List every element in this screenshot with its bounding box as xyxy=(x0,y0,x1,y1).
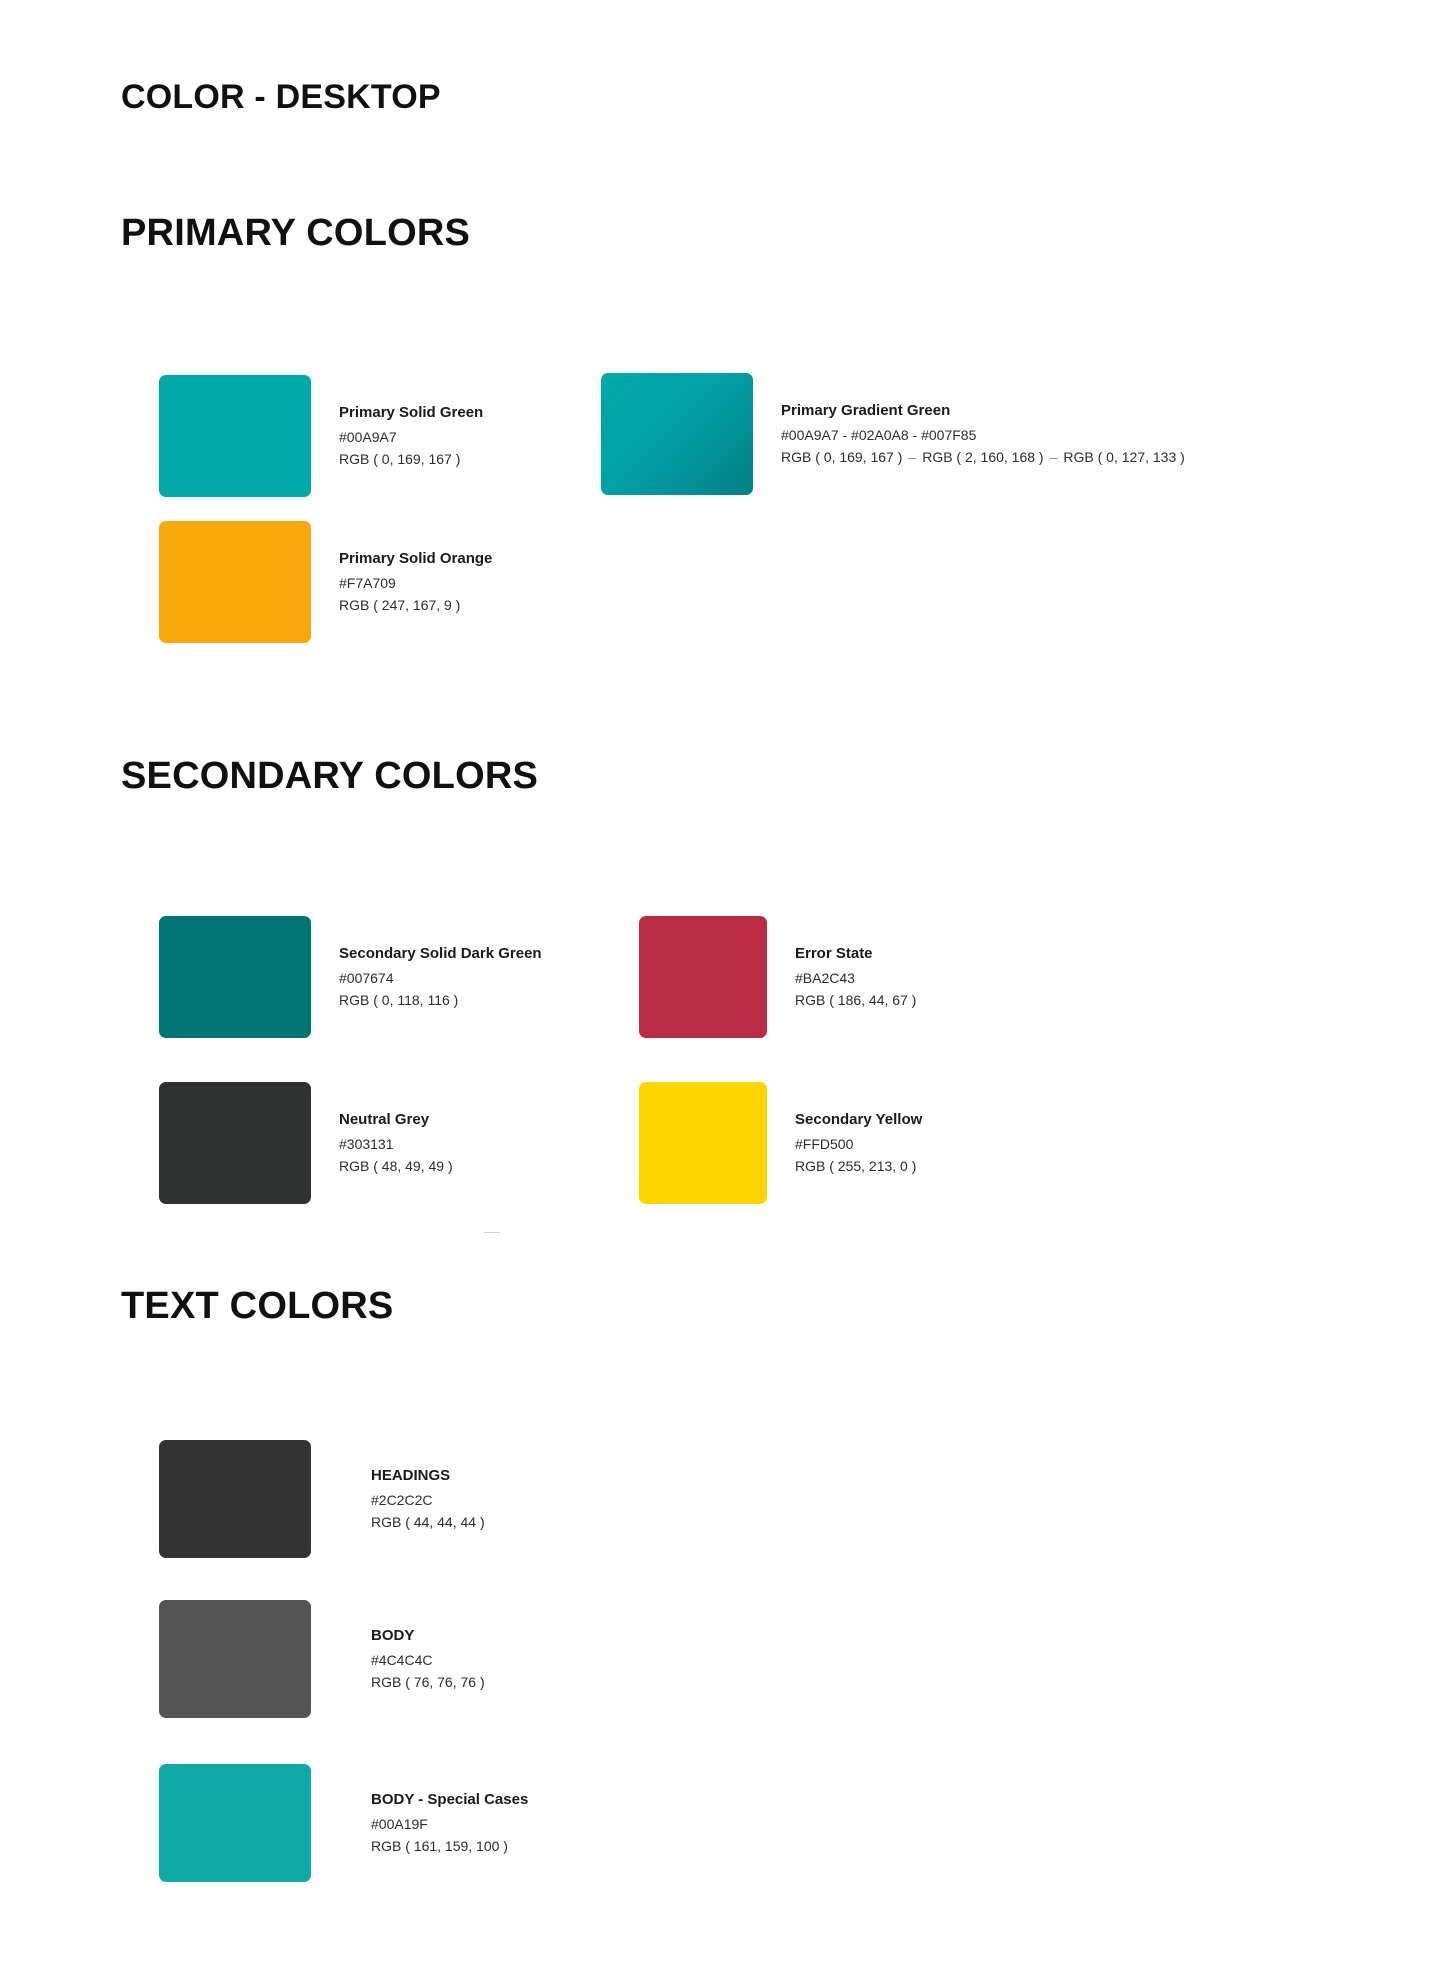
swatch-meta xyxy=(339,402,483,469)
swatch-rgb: RGB ( 255, 213, 0 ) xyxy=(795,1158,917,1175)
swatch-rgb: RGB ( 44, 44, 44 ) xyxy=(371,1514,485,1531)
swatch-name: Primary Solid Orange xyxy=(339,550,493,568)
swatch-primary-solid-green xyxy=(159,375,483,497)
color-chip xyxy=(639,916,767,1038)
swatch-body xyxy=(159,1600,485,1718)
swatch-rgb-2: RGB ( 2, 160, 168 ) xyxy=(922,449,1044,466)
swatch-name: HEADINGS xyxy=(371,1467,451,1485)
swatch-hex: #2C2C2C xyxy=(371,1492,433,1509)
swatch-name: BODY - Special Cases xyxy=(371,1791,529,1809)
swatch-primary-gradient-green xyxy=(601,373,1185,495)
swatch-rgb: RGB ( 48, 49, 49 ) xyxy=(339,1158,453,1175)
swatch-name: Primary Solid Green xyxy=(339,404,484,422)
swatch-meta xyxy=(339,943,542,1010)
swatch-meta xyxy=(339,548,492,615)
swatch-hex: #BA2C43 xyxy=(795,970,855,987)
page-title: COLOR - DESKTOP xyxy=(121,78,441,116)
swatch-name: BODY xyxy=(371,1627,415,1645)
swatch-meta xyxy=(371,1465,485,1532)
rgb-separator-icon: – xyxy=(908,449,917,466)
swatch-rgb: RGB ( 76, 76, 76 ) xyxy=(371,1674,485,1691)
swatch-hex: #4C4C4C xyxy=(371,1652,433,1669)
swatch-meta xyxy=(339,1109,453,1176)
swatch-rgb-3: RGB ( 0, 127, 133 ) xyxy=(1063,449,1185,466)
color-chip xyxy=(159,1764,311,1882)
color-chip xyxy=(159,1082,311,1204)
swatch-meta xyxy=(795,1109,922,1176)
swatch-body-special-cases xyxy=(159,1764,528,1882)
swatch-name: Neutral Grey xyxy=(339,1111,430,1129)
section-secondary-colors xyxy=(121,755,1371,1175)
color-chip xyxy=(159,916,311,1038)
swatch-rgb: RGB ( 0, 118, 116 ) xyxy=(339,992,459,1009)
swatch-hex: #FFD500 xyxy=(795,1136,854,1153)
swatch-name: Secondary Solid Dark Green xyxy=(339,945,542,963)
swatch-rgb-group xyxy=(781,447,1185,467)
swatch-name: Secondary Yellow xyxy=(795,1111,923,1129)
swatch-meta xyxy=(371,1625,485,1692)
swatch-error-state xyxy=(639,916,916,1038)
swatch-rgb-1: RGB ( 0, 169, 167 ) xyxy=(781,449,903,466)
swatch-rgb: RGB ( 247, 167, 9 ) xyxy=(339,597,461,614)
swatch-rgb: RGB ( 161, 159, 100 ) xyxy=(371,1838,508,1855)
section-title-text: TEXT COLORS xyxy=(121,1285,394,1327)
swatch-hex: #007674 xyxy=(339,970,394,987)
swatch-rgb: RGB ( 0, 169, 167 ) xyxy=(339,451,461,468)
text-swatch-grid xyxy=(121,1328,1371,1855)
primary-swatch-grid xyxy=(121,255,1371,614)
section-title-primary: PRIMARY COLORS xyxy=(121,212,471,254)
rgb-separator-icon: – xyxy=(1049,449,1058,466)
secondary-swatch-grid xyxy=(121,798,1371,1175)
swatch-rgb: RGB ( 186, 44, 67 ) xyxy=(795,992,917,1009)
section-title-secondary: SECONDARY COLORS xyxy=(121,755,539,797)
swatch-neutral-grey xyxy=(159,1082,453,1204)
section-text-colors xyxy=(121,1285,1371,1855)
color-chip xyxy=(159,521,311,643)
section-primary-colors xyxy=(121,212,1371,614)
swatch-secondary-solid-dark-green xyxy=(159,916,542,1038)
swatch-meta xyxy=(795,943,916,1010)
swatch-hex: #00A19F xyxy=(371,1816,428,1833)
swatch-primary-solid-orange xyxy=(159,521,492,643)
gradient-color-chip xyxy=(601,373,753,495)
color-chip xyxy=(159,375,311,497)
swatch-hex: #00A9A7 - #02A0A8 - #007F85 xyxy=(781,427,977,444)
swatch-hex: #F7A709 xyxy=(339,575,396,592)
swatch-name: Primary Gradient Green xyxy=(781,402,951,420)
color-chip xyxy=(639,1082,767,1204)
swatch-name: Error State xyxy=(795,945,873,963)
swatch-hex: #303131 xyxy=(339,1136,394,1153)
color-chip xyxy=(159,1440,311,1558)
swatch-secondary-yellow xyxy=(639,1082,922,1204)
swatch-hex: #00A9A7 xyxy=(339,429,397,446)
swatch-meta xyxy=(781,400,1185,467)
swatch-meta xyxy=(371,1789,528,1856)
swatch-headings xyxy=(159,1440,485,1558)
section-divider xyxy=(484,1232,500,1233)
color-chip xyxy=(159,1600,311,1718)
